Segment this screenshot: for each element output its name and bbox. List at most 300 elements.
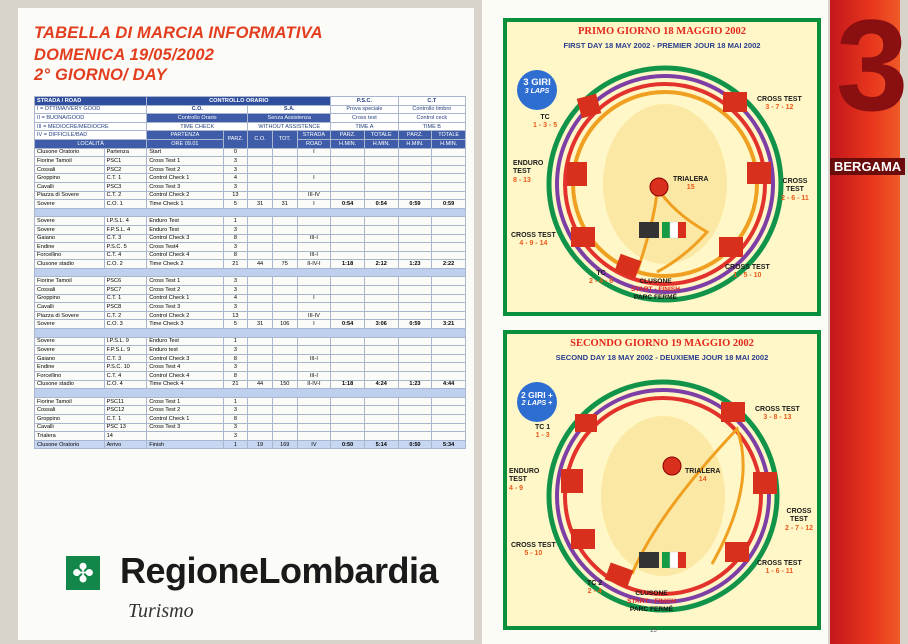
table-cell xyxy=(248,354,273,363)
table-cell xyxy=(364,397,398,406)
table-cell xyxy=(248,423,273,432)
table-cell: PSC11 xyxy=(104,397,147,406)
table-cell xyxy=(398,277,432,286)
table-cell: Sovere xyxy=(35,200,105,209)
table-row xyxy=(35,432,466,441)
table-cell xyxy=(432,432,466,441)
table-cell: 2:12 xyxy=(364,260,398,269)
table-cell: Arrivo xyxy=(104,440,147,449)
brand-name: RegioneLombardia xyxy=(120,550,439,591)
header-co: C.O. xyxy=(147,105,248,114)
header-cross-test: Cross test xyxy=(331,114,398,123)
table-cell xyxy=(272,277,297,286)
table-cell: 1:23 xyxy=(398,260,432,269)
table-cell xyxy=(331,174,365,183)
label: TC xyxy=(596,270,606,277)
table-cell xyxy=(272,303,297,312)
table-cell: PSC7 xyxy=(104,286,147,295)
label: CROSS TEST xyxy=(782,178,808,194)
table-cell xyxy=(398,225,432,234)
day2-start-finish xyxy=(627,590,676,615)
table-cell xyxy=(398,303,432,312)
divider-cell xyxy=(35,268,466,277)
table-cell: 3:21 xyxy=(432,320,466,329)
table-cell xyxy=(272,294,297,303)
table-row xyxy=(35,423,466,432)
table-cell: PSC12 xyxy=(104,406,147,415)
table-cell xyxy=(331,225,365,234)
table-cell: Enduro Test xyxy=(147,225,223,234)
day1-tc-bottom xyxy=(589,270,613,287)
table-cell xyxy=(364,243,398,252)
brand-tagline: Turismo xyxy=(128,600,194,622)
table-cell: Groppino xyxy=(35,174,105,183)
table-cell: PSC6 xyxy=(104,277,147,286)
table-cell xyxy=(297,286,331,295)
table-cell: Cross Test4 xyxy=(147,243,223,252)
table-cell: 1 xyxy=(223,337,248,346)
table-cell xyxy=(331,157,365,166)
table-cell: F.P.S.L. 4 xyxy=(104,225,147,234)
parc: PARC FERMÉ xyxy=(633,294,678,302)
table-cell: Sovere xyxy=(35,337,105,346)
table-row xyxy=(35,251,466,260)
trialera-marker xyxy=(650,178,668,196)
table-cell xyxy=(248,406,273,415)
header-sa: S.A. xyxy=(248,105,331,114)
table-cell xyxy=(432,337,466,346)
divider-cell xyxy=(35,329,466,338)
table-cell: Fiorine Tamoil xyxy=(35,277,105,286)
table-cell: Fiorine Tamoil xyxy=(35,157,105,166)
table-cell xyxy=(432,148,466,157)
table-cell: 31 xyxy=(248,200,273,209)
table-cell xyxy=(432,157,466,166)
table-cell xyxy=(272,423,297,432)
header-time-b: TIME B xyxy=(398,122,465,131)
table-cell xyxy=(432,225,466,234)
table-cell: Cossali xyxy=(35,286,105,295)
header-prova-speciale: Prova speciale xyxy=(331,105,398,114)
table-cell xyxy=(331,346,365,355)
table-row xyxy=(35,191,466,200)
table-cell xyxy=(272,225,297,234)
table-cell xyxy=(331,294,365,303)
table-row xyxy=(35,182,466,191)
table-cell xyxy=(272,157,297,166)
table-cell: 0:50 xyxy=(331,440,365,449)
label: CROSS TEST xyxy=(757,96,802,103)
day2-trialera xyxy=(685,468,720,485)
section-divider xyxy=(35,208,466,217)
header-strada: STRADA xyxy=(297,131,331,140)
table-cell: Cross Test 3 xyxy=(147,303,223,312)
table-cell xyxy=(297,337,331,346)
table-cell xyxy=(432,397,466,406)
table-cell: III-I xyxy=(297,354,331,363)
table-cell xyxy=(398,174,432,183)
table-cell: Time Check 3 xyxy=(147,320,223,329)
table-cell: Control Check 2 xyxy=(147,191,223,200)
table-cell xyxy=(398,432,432,441)
table-row xyxy=(35,286,466,295)
table-cell: 31 xyxy=(272,200,297,209)
table-cell: 3 xyxy=(223,363,248,372)
nums: 2 - 7 - 12 xyxy=(784,524,813,532)
day1-start-finish xyxy=(631,278,680,303)
day1-cross-bottom xyxy=(725,264,770,281)
nums: 3 - 7 - 12 xyxy=(765,104,794,112)
table-cell xyxy=(331,311,365,320)
label: ENDURO TEST xyxy=(513,160,544,176)
divider-cell xyxy=(35,208,466,217)
table-cell: Groppino xyxy=(35,414,105,423)
table-cell xyxy=(364,191,398,200)
table-cell xyxy=(364,251,398,260)
table-cell: PSC3 xyxy=(104,182,147,191)
table-cell: C.O. 4 xyxy=(104,380,147,389)
table-cell: C.O. 3 xyxy=(104,320,147,329)
table-cell: Control Check 3 xyxy=(147,234,223,243)
table-cell: 14 xyxy=(104,432,147,441)
table-cell xyxy=(248,251,273,260)
table-cell xyxy=(272,217,297,226)
table-cell xyxy=(272,251,297,260)
table-cell xyxy=(398,165,432,174)
nums: 5 - 10 xyxy=(524,550,543,558)
table-cell: 169 xyxy=(272,440,297,449)
table-cell xyxy=(272,354,297,363)
table-row xyxy=(35,311,466,320)
day2-laps: 2 GIRI + xyxy=(521,390,553,400)
table-cell: Clusone stadio xyxy=(35,260,105,269)
table-row xyxy=(35,397,466,406)
table-row xyxy=(35,225,466,234)
day2-subtitle: SECOND DAY 18 MAY 2002 - DEUXIEME JOUR 18 MAI 2002 xyxy=(555,353,769,362)
table-cell: Sovere xyxy=(35,346,105,355)
table-cell xyxy=(331,286,365,295)
table-row xyxy=(35,148,466,157)
nums: 3 - 8 - 13 xyxy=(763,414,792,422)
table-cell xyxy=(432,217,466,226)
header-hmin2: H.MIN. xyxy=(364,139,398,148)
nums: 4 - 9 - 14 xyxy=(519,240,548,248)
table-cell: Control Check 4 xyxy=(147,251,223,260)
table-cell xyxy=(432,423,466,432)
table-cell xyxy=(432,277,466,286)
table-cell xyxy=(248,174,273,183)
table-cell: 13 xyxy=(223,311,248,320)
table-cell: 150 xyxy=(272,380,297,389)
table-cell xyxy=(398,311,432,320)
table-cell: 3 xyxy=(223,243,248,252)
table-cell xyxy=(248,337,273,346)
table-row xyxy=(35,354,466,363)
table-cell: Clusone Oratorio xyxy=(35,440,105,449)
table-row xyxy=(35,174,466,183)
label: CROSS TEST xyxy=(511,542,556,549)
table-cell xyxy=(364,432,398,441)
table-cell xyxy=(248,182,273,191)
table-cell xyxy=(331,217,365,226)
table-cell: 4:44 xyxy=(432,380,466,389)
table-cell: I xyxy=(297,148,331,157)
table-cell xyxy=(364,354,398,363)
table-cell: Time Check 2 xyxy=(147,260,223,269)
table-cell xyxy=(248,294,273,303)
table-cell: Piazza di Sovere xyxy=(35,311,105,320)
trialera-marker xyxy=(663,457,681,475)
header-without-assistence: WITHOUT ASSISTENCE xyxy=(248,122,331,131)
table-cell xyxy=(398,414,432,423)
table-cell: 3 xyxy=(223,286,248,295)
table-cell xyxy=(364,234,398,243)
table-cell: C.O. 1 xyxy=(104,200,147,209)
table-cell: Endine xyxy=(35,363,105,372)
table-cell xyxy=(432,406,466,415)
table-cell: I.P.S.L. 9 xyxy=(104,337,147,346)
table-cell xyxy=(272,406,297,415)
table-cell: III-IV xyxy=(297,191,331,200)
legend-2: II = BUONA/GOOD xyxy=(35,114,147,123)
table-cell xyxy=(331,354,365,363)
header-co-col: C.O. xyxy=(248,131,273,148)
table-cell: 4 xyxy=(223,174,248,183)
table-cell xyxy=(331,182,365,191)
table-cell: Sovere xyxy=(35,217,105,226)
table-cell xyxy=(398,397,432,406)
table-cell xyxy=(297,406,331,415)
table-row xyxy=(35,200,466,209)
table-cell xyxy=(248,277,273,286)
legend-3: III = MEDIOCRE/MEDIOCRE xyxy=(35,122,147,131)
table-cell: III-I xyxy=(297,234,331,243)
header-senza-assistenza: Senza Assistenza xyxy=(248,114,331,123)
nums: 2 - 4 - 6 xyxy=(589,278,614,286)
table-cell: 4 xyxy=(223,294,248,303)
table-cell: Gaiano xyxy=(35,234,105,243)
nums: 1 - 6 - 11 xyxy=(765,568,794,576)
table-cell: Clusone Oratorio xyxy=(35,148,105,157)
table-cell: 1 xyxy=(223,217,248,226)
table-cell xyxy=(432,165,466,174)
table-cell xyxy=(364,337,398,346)
italy-flag-icon xyxy=(678,552,686,568)
checkered-flag-icon xyxy=(639,222,659,238)
table-cell: Cross Test 2 xyxy=(147,406,223,415)
table-cell xyxy=(272,397,297,406)
table-cell xyxy=(398,234,432,243)
header-ore: ORE 09.01 xyxy=(147,139,223,148)
label: CROSS TEST xyxy=(757,560,802,567)
table-cell xyxy=(331,148,365,157)
table-cell: 19 xyxy=(248,440,273,449)
day1-subtitle: FIRST DAY 18 MAY 2002 - PREMIER JOUR 18 MAI 2002 xyxy=(563,41,761,50)
table-cell: I xyxy=(297,320,331,329)
nums: 1 - 5 - 10 xyxy=(733,272,762,280)
table-cell xyxy=(331,191,365,200)
table-cell xyxy=(297,346,331,355)
table-cell: 5:14 xyxy=(364,440,398,449)
table-cell xyxy=(248,157,273,166)
table-cell xyxy=(331,372,365,381)
header-parz: PARZ. xyxy=(223,131,248,148)
table-cell: 0:59 xyxy=(398,320,432,329)
header-hmin3: H.MIN. xyxy=(398,139,432,148)
schedule-body xyxy=(35,148,466,449)
header-tot: TOT. xyxy=(272,131,297,148)
table-cell xyxy=(398,182,432,191)
day2-title: SECONDO GIORNO 19 MAGGIO 2002 xyxy=(570,338,754,349)
table-cell xyxy=(432,191,466,200)
table-cell xyxy=(297,243,331,252)
table-cell xyxy=(398,294,432,303)
table-cell xyxy=(364,311,398,320)
table-cell xyxy=(331,432,365,441)
table-cell: Control Check 4 xyxy=(147,372,223,381)
nums: 1 - 3 - 5 xyxy=(533,122,558,130)
table-cell: 3:06 xyxy=(364,320,398,329)
clusone: CLUSONE xyxy=(635,590,668,597)
day2-enduro xyxy=(509,468,549,493)
nums: 4 - 9 xyxy=(509,484,524,492)
table-cell xyxy=(432,182,466,191)
table-cell xyxy=(272,165,297,174)
header-totale: TOTALE xyxy=(364,131,398,140)
header-controllo-timbro: Controllo timbro xyxy=(398,105,465,114)
table-row xyxy=(35,363,466,372)
table-cell xyxy=(297,217,331,226)
table-cell: 21 xyxy=(223,260,248,269)
table-cell xyxy=(248,191,273,200)
table-cell xyxy=(364,423,398,432)
day1-trialera xyxy=(673,176,708,193)
nums: 1 - 3 xyxy=(535,432,550,440)
section-divider xyxy=(35,268,466,277)
table-cell xyxy=(272,414,297,423)
table-cell: 8 xyxy=(223,251,248,260)
nums: 2 - 4 xyxy=(587,588,602,596)
table-cell xyxy=(331,234,365,243)
table-cell xyxy=(248,346,273,355)
table-cell xyxy=(297,397,331,406)
table-cell: 3 xyxy=(223,165,248,174)
table-cell: Finish xyxy=(147,440,223,449)
table-cell xyxy=(272,286,297,295)
table-cell: Sovere xyxy=(35,225,105,234)
table-cell: Sovere xyxy=(35,320,105,329)
table-cell: Cross Test 4 xyxy=(147,363,223,372)
table-cell: 0:54 xyxy=(364,200,398,209)
table-cell: 4:24 xyxy=(364,380,398,389)
table-row xyxy=(35,414,466,423)
table-cell xyxy=(364,414,398,423)
label: CROSS TEST xyxy=(786,508,812,524)
table-cell xyxy=(432,346,466,355)
table-cell: 44 xyxy=(248,380,273,389)
table-cell xyxy=(297,182,331,191)
table-cell xyxy=(331,337,365,346)
table-cell: Time Check 1 xyxy=(147,200,223,209)
table-cell xyxy=(364,174,398,183)
table-cell: 0:59 xyxy=(398,200,432,209)
table-cell: 106 xyxy=(272,320,297,329)
header-road: ROAD xyxy=(297,139,331,148)
day2-cross-left xyxy=(511,542,556,559)
nums: 8 - 13 xyxy=(513,176,531,184)
day2-laps-en: 2 LAPS + xyxy=(521,399,553,407)
table-cell: 3 xyxy=(223,423,248,432)
label: TC xyxy=(540,114,550,121)
table-row xyxy=(35,157,466,166)
table-cell xyxy=(297,414,331,423)
table-cell: 8 xyxy=(223,414,248,423)
table-cell: Control Check 1 xyxy=(147,414,223,423)
table-cell: Clusone stadio xyxy=(35,380,105,389)
table-cell: 5 xyxy=(223,320,248,329)
table-cell xyxy=(432,243,466,252)
table-cell xyxy=(248,165,273,174)
table-cell: Endine xyxy=(35,243,105,252)
table-cell xyxy=(398,346,432,355)
table-cell: C.T. 1 xyxy=(104,414,147,423)
parc: PARC FERMÉ xyxy=(629,606,674,614)
header-hmin: H.MIN. xyxy=(331,139,365,148)
table-cell xyxy=(364,372,398,381)
table-cell xyxy=(272,191,297,200)
section-divider xyxy=(35,389,466,398)
table-cell: IV xyxy=(297,440,331,449)
table-cell xyxy=(364,286,398,295)
table-cell xyxy=(364,303,398,312)
table-cell xyxy=(432,363,466,372)
day1-map-card xyxy=(503,18,821,316)
table-cell xyxy=(248,397,273,406)
table-cell xyxy=(272,372,297,381)
table-cell: C.T. 1 xyxy=(104,174,147,183)
table-cell: 0:59 xyxy=(432,200,466,209)
day2-cross-bottom xyxy=(757,560,802,577)
table-cell xyxy=(248,286,273,295)
table-cell xyxy=(272,363,297,372)
table-cell: C.T. 2 xyxy=(104,191,147,200)
table-cell xyxy=(398,148,432,157)
table-cell: Cross Test 2 xyxy=(147,165,223,174)
table-cell: 21 xyxy=(223,380,248,389)
table-cell: 3 xyxy=(223,182,248,191)
table-cell: 3 xyxy=(223,277,248,286)
table-cell: Cross Test 2 xyxy=(147,286,223,295)
table-cell xyxy=(398,363,432,372)
table-cell: PSC 13 xyxy=(104,423,147,432)
table-row xyxy=(35,260,466,269)
legend-4: IV = DIFFICILE/BAD xyxy=(35,131,147,140)
table-cell: 1 xyxy=(223,440,248,449)
table-cell xyxy=(432,354,466,363)
nums: 14 xyxy=(698,476,707,484)
table-row xyxy=(35,337,466,346)
table-cell: Enduro Test xyxy=(147,217,223,226)
table-cell xyxy=(248,225,273,234)
divider-cell xyxy=(35,389,466,398)
table-cell xyxy=(432,294,466,303)
table-cell: Cavalli xyxy=(35,303,105,312)
table-cell: PSC1 xyxy=(104,157,147,166)
table-cell xyxy=(297,432,331,441)
table-row xyxy=(35,346,466,355)
table-cell: P.S.C. 10 xyxy=(104,363,147,372)
table-cell xyxy=(248,372,273,381)
